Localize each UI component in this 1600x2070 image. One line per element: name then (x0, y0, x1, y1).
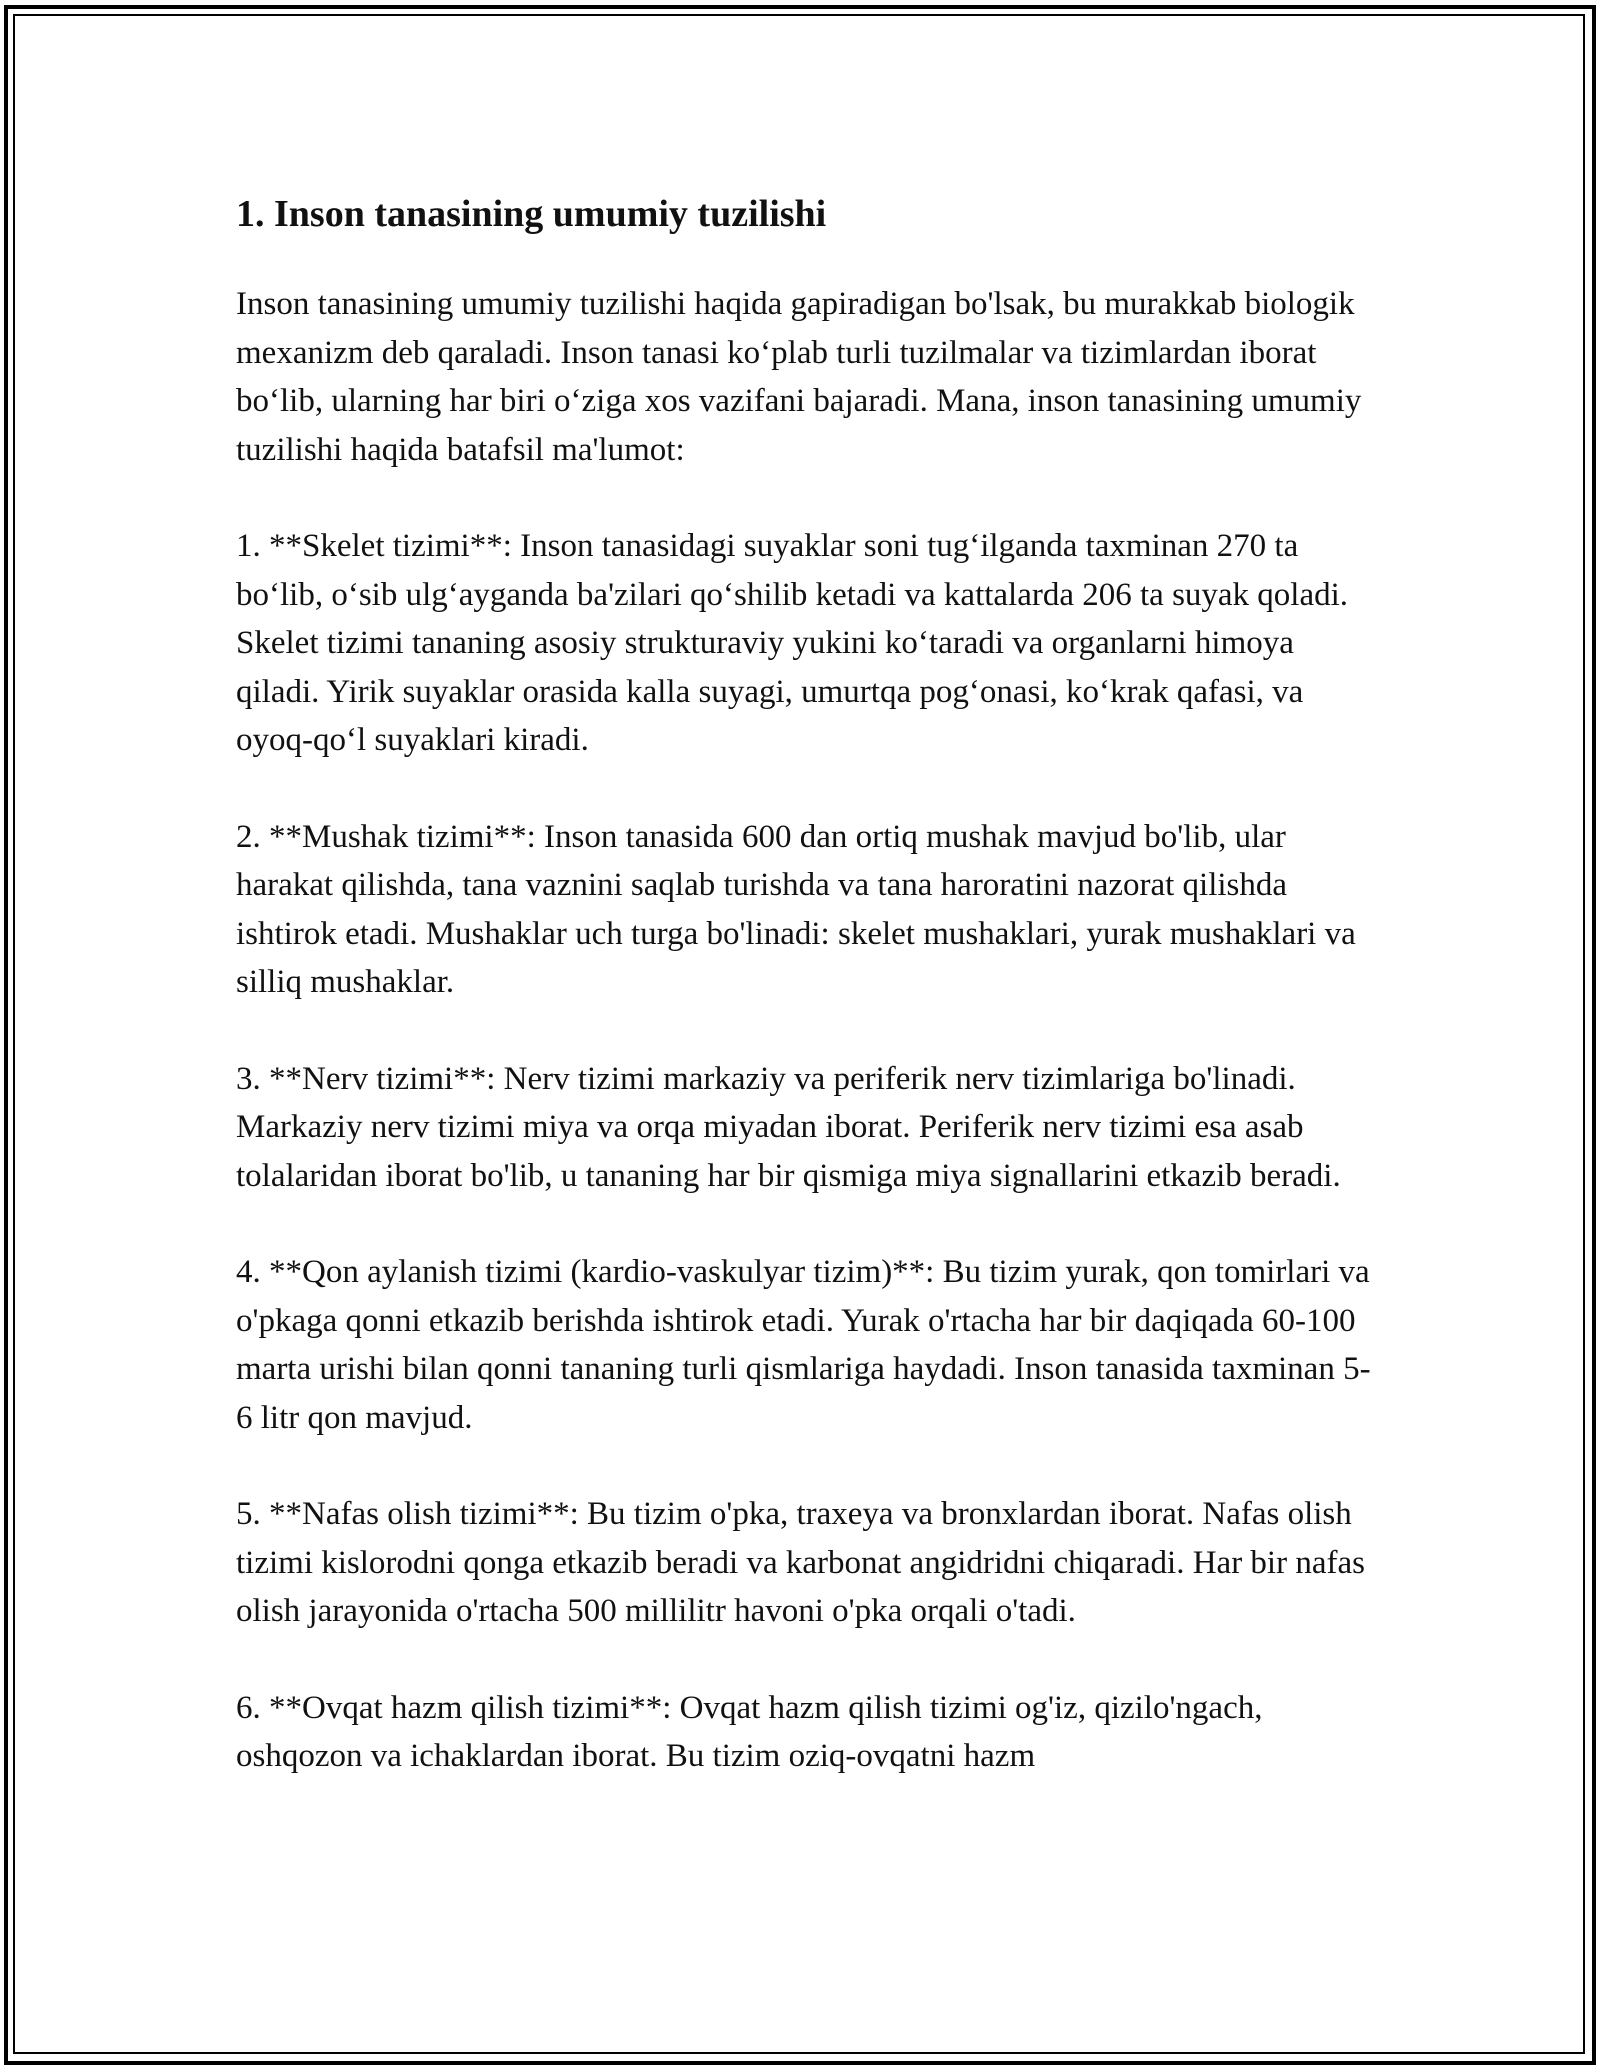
document-title: 1. Inson tanasining umumiy tuzilishi (236, 193, 827, 235)
document-body (236, 186, 1376, 1781)
skeletal-system-paragraph: 1. **Skelet tizimi**: Inson tanasidagi suyaklar soni tug‘ilganda taxminan 270 ta bo‘lib, o‘sib ulg‘ayganda ba'zilari qo‘shilib ketadi va kattalarda 206 ta suyak qoladi. Skelet tizimi tananing asosiy strukturaviy yukini ko‘taradi va organlarni himoya qiladi. Yirik suyaklar orasida kalla suyagi, umurtqa pog‘onasi, ko‘krak qafasi, va oyoq-qo‘l suyaklari kiradi. (236, 528, 1349, 758)
circulatory-system-paragraph: 4. **Qon aylanish tizimi (kardio-vaskulyar tizim)**: Bu tizim yurak, qon tomirlari va o'pkaga qonni etkazib berishda ishtirok etadi. Yurak o'rtacha har bir daqiqada 60-100 marta urishi bilan qonni tananing turli qismlariga haydadi. Inson tanasida taxminan 5-6 litr qon mavjud. (236, 1254, 1371, 1436)
nervous-system-paragraph: 3. **Nerv tizimi**: Nerv tizimi markaziy va periferik nerv tizimlariga bo'linadi. Markaziy nerv tizimi miya va orqa miyadan iborat. Periferik nerv tizimi esa asab tolalaridan iborat bo'lib, u tananing har bir qismiga miya signallarini etkazib beradi. (236, 1060, 1341, 1194)
digestive-system-paragraph: 6. **Ovqat hazm qilish tizimi**: Ovqat hazm qilish tizimi og'iz, qizilo'ngach, oshqozon va ichaklardan iborat. Bu tizim oziq-ovqatni hazm (236, 1689, 1263, 1774)
respiratory-system-paragraph: 5. **Nafas olish tizimi**: Bu tizim o'pka, traxeya va bronxlardan iborat. Nafas olish tizimi kislorodni qonga etkazib beradi va karbonat angidridni chiqaradi. Har bir nafas olish jarayonida o'rtacha 500 millilitr havoni o'pka orqali o'tadi. (236, 1496, 1365, 1629)
intro-paragraph: Inson tanasining umumiy tuzilishi haqida gapiradigan bo'lsak, bu murakkab biologik mexanizm deb qaraladi. Inson tanasi ko‘plab turli tuzilmalar va tizimlardan iborat bo‘lib, ularning har biri o‘ziga xos vazifani bajaradi. Mana, inson tanasining umumiy tuzilishi haqida batafsil ma'lumot: (236, 286, 1362, 468)
muscular-system-paragraph: 2. **Mushak tizimi**: Inson tanasida 600 dan ortiq mushak mavjud bo'lib, ular harakat qilishda, tana vaznini saqlab turishda va tana haroratini nazorat qilishda ishtirok etadi. Mushaklar uch turga bo'linadi: skelet mushaklari, yurak mushaklari va silliq mushaklar. (236, 818, 1356, 1000)
